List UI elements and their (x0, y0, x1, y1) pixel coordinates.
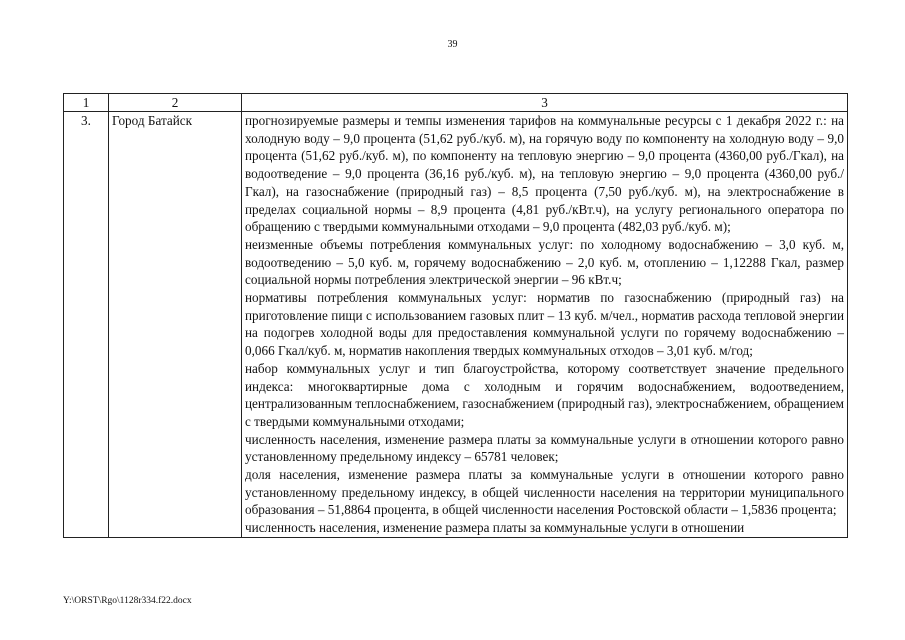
table-header-row (64, 94, 848, 112)
paragraph-population-share: доля населения, изменение размера платы за коммунальные услуги в отношении которого равно установленному предельному индексу, в общей численности населения на территории муниципального образования – 51,8864 процента, в общей численности населения Ростовской области – 1,5836 процента; (245, 467, 844, 518)
paragraph-population: численность населения, изменение размера платы за коммунальные услуги в отношении которого равно установленному предельному индексу – 65781 человек; (245, 431, 844, 465)
document-file-path: Y:\ORST\Rgo\1128r334.f22.docx (63, 596, 192, 606)
row-description (242, 112, 848, 538)
row-number: 3. (64, 112, 109, 538)
header-col-3: 3 (242, 94, 848, 112)
paragraph-services: набор коммунальных услуг и тип благоустройства, которому соответствует значение предельного индекса: многоквартирные дома с холодным и горячим водоснабжением, водоотведением, централизованным теплоснабжением, газоснабжением (природный газ), электроснабжением, обращением с твердыми коммунальными отходами; (245, 360, 845, 429)
page-number: 39 (447, 39, 458, 50)
table-row (64, 112, 848, 538)
paragraph-tariffs: прогнозируемые размеры и темпы изменения тарифов на коммунальные ресурсы с 1 декабря 2022 г.: на холодную воду – 9,0 процента (51,62 руб./куб. м), на горячую воду по компоненту на холодную воду – 9,0 процента (51,62 руб./куб. м), по компоненту на тепловую энергию – 9,0 процента (4360,00 руб./Гкал), на водоотведение – 9,0 процента (36,16 руб./куб. м), на тепловую энергию – 9,0 процента (4360,00 руб./Гкал), на газоснабжение (природный газ) – 8,5 процента (7,50 руб./куб. м), на электроснабжение в пределах социальной нормы – 8,9 процента (4,81 руб./кВт.ч), на услугу регионального оператора по обращению с твердыми коммунальными отходами – 9,0 процента (482,03 руб./куб. м); (245, 113, 844, 235)
paragraph-population-continued: численность населения, изменение размера платы за коммунальные услуги в отношении (245, 520, 745, 536)
municipality-name: Город Батайск (109, 112, 242, 538)
paragraph-volumes: неизменные объемы потребления коммунальных услуг: по холодному водоснабжению – 3,0 куб. м, водоотведению – 5,0 куб. м, горячему водоснабжению – 2,0 куб. м, отоплению – 1,12288 Гкал, размер социальной нормы потребления электрической энергии – 96 кВт.ч; (245, 236, 844, 288)
header-col-1: 1 (64, 94, 109, 112)
paragraph-norms: нормативы потребления коммунальных услуг: норматив по газоснабжению (природный газ) на приготовление пищи с использованием газовых плит – 13 куб. м/чел., норматив расхода тепловой энергии на подогрев холодной воды для предоставления коммунальной услуги по горячему водоснабжению – 0,066 Гкал/куб. м, норматив накопления твердых коммунальных отходов – 3,01 куб. м/год; (245, 290, 844, 359)
header-col-2: 2 (109, 94, 242, 112)
tariff-table (63, 93, 848, 538)
